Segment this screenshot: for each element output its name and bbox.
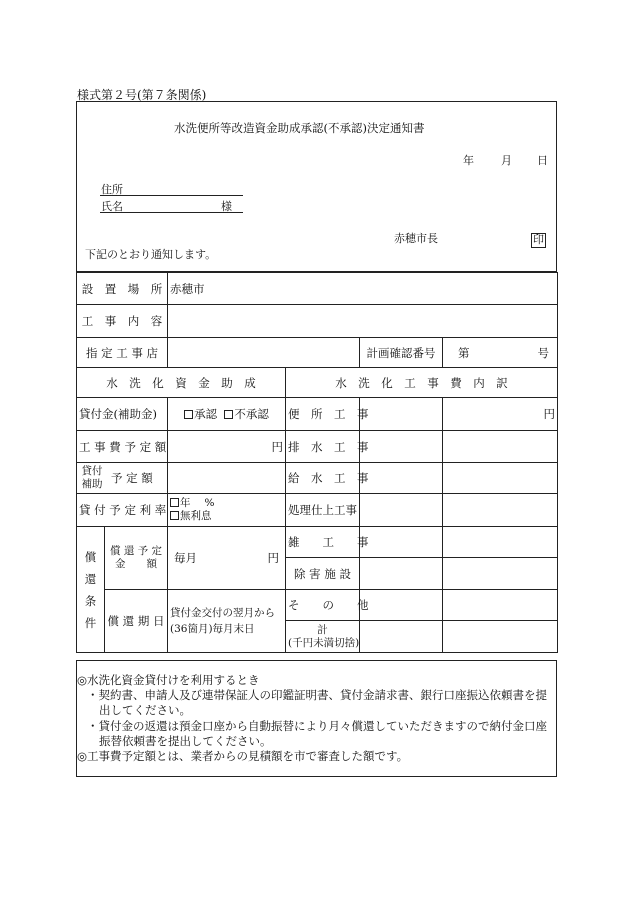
cost-plan-label: 工 事 費 予 定 額 (77, 431, 168, 463)
note-bullet-1-line1: ・契約書、申請人及び連帯保証人の印鑑証明書、貸付金請求書、銀行口座振込依頼書を提 (87, 688, 547, 702)
funding-section-header: 水 洗 化 資 金 助 成 (77, 368, 286, 398)
repay-amount-label: 償 還 予 定 金 額 (105, 527, 168, 590)
detail-table (76, 272, 558, 653)
approve-label: 承認 (194, 407, 218, 421)
approval-options (168, 398, 286, 431)
note-bullet-1-line2: 出してください。 (99, 703, 191, 717)
document-title: 水洗便所等改造資金助成承認(不承認)決定通知書 (174, 121, 425, 135)
rate-options: 年 % 無利息 (168, 494, 286, 527)
work-content-value (168, 305, 558, 338)
cost-extra-water (443, 463, 558, 494)
name-underline (100, 212, 243, 213)
cost-extra-total (443, 621, 558, 653)
plan-number-label: 計画確認番号 (360, 338, 443, 368)
reject-checkbox[interactable] (224, 410, 233, 419)
cost-extra-finishing (443, 494, 558, 527)
cost-value-abatement (360, 558, 443, 590)
cost-section-header: 水 洗 化 工 事 費 内 訳 (286, 368, 558, 398)
location-value: 赤穂市 (168, 273, 558, 305)
plan-dai: 第 (458, 345, 470, 360)
cost-label-other: そ の 他 (286, 590, 360, 621)
cost-value-total (360, 621, 443, 653)
cost-label-water: 給 水 工 事 (286, 463, 360, 494)
cost-extra-other (443, 590, 558, 621)
cost-label-abatement: 除 害 施 設 (286, 558, 360, 590)
approve-checkbox[interactable] (184, 410, 193, 419)
name-label: 氏名 (101, 200, 123, 213)
reject-label: 不承認 (234, 407, 269, 421)
note-bullet-2-line2: 振替依頼書を提出してください。 (99, 734, 272, 748)
rate-free-checkbox[interactable] (170, 511, 179, 520)
plan-number-value (443, 338, 558, 368)
cost-value-water (360, 463, 443, 494)
repay-period-value: 貸付金交付の翌月から(36箇月)毎月末日 (168, 590, 286, 653)
contractor-label: 指 定 工 事 店 (77, 338, 168, 368)
address-label: 住所 (101, 183, 123, 196)
seal-mark (531, 228, 546, 248)
cost-extra-misc (443, 527, 558, 558)
repay-cond-label: 償 還 条 件 (77, 527, 105, 653)
loan-label: 貸付金(補助金) (77, 398, 168, 431)
repay-amount-value: 毎月 円 (168, 527, 286, 590)
intro-text: 下記のとおり通知します。 (85, 248, 217, 261)
cost-value-drainage (360, 431, 443, 463)
cost-extra-abatement (443, 558, 558, 590)
rate-label: 貸 付 予 定 利 率 (77, 494, 168, 527)
cost-plan-yen: 円 (168, 431, 286, 463)
location-label: 設 置 場 所 (77, 273, 168, 305)
cost-value-other (360, 590, 443, 621)
cost-value-misc (360, 527, 443, 558)
cost-extra-drainage (443, 431, 558, 463)
subsidy-label: 貸付 補助 予 定 額 (77, 463, 168, 494)
rate-year-checkbox[interactable] (170, 498, 179, 507)
seal-icon: 印 (533, 233, 544, 246)
address-underline (100, 195, 243, 196)
notes-box (76, 660, 557, 777)
cost-value-toilet (360, 398, 443, 431)
work-content-label: 工 事 内 容 (77, 305, 168, 338)
cost-label-misc: 雑 工 事 (286, 527, 360, 558)
cost-unit-toilet: 円 (443, 398, 558, 431)
notice-header (76, 101, 557, 272)
repay-period-label: 償 還 期 日 (105, 590, 168, 653)
cost-label-toilet: 便 所 工 事 (286, 398, 360, 431)
issuer-title: 赤穂市長 (394, 232, 438, 245)
note-heading-estimate: ◎工事費予定額とは、業者からの見積額を市で審査した額です。 (77, 749, 409, 763)
form-number: 様式第２号(第７条関係) (77, 88, 207, 102)
date-month: 月 (501, 154, 512, 167)
cost-value-finishing (360, 494, 443, 527)
cost-label-total: 計 (千円未満切捨) (286, 621, 360, 653)
note-bullet-2-line1: ・貸付金の返還は預金口座から自動振替により月々償還していただきますので納付金口座 (87, 719, 547, 733)
note-heading-loan: ◎水洗化資金貸付けを利用するとき (77, 673, 260, 687)
plan-go: 号 (537, 345, 550, 360)
date-day: 日 (537, 154, 548, 167)
subsidy-value (168, 463, 286, 494)
honorific: 様 (221, 200, 232, 213)
cost-label-drainage: 排 水 工 事 (286, 431, 360, 463)
contractor-value (168, 338, 360, 368)
cost-label-finishing: 処理仕上工事 (286, 494, 360, 527)
date-year: 年 (463, 154, 474, 167)
